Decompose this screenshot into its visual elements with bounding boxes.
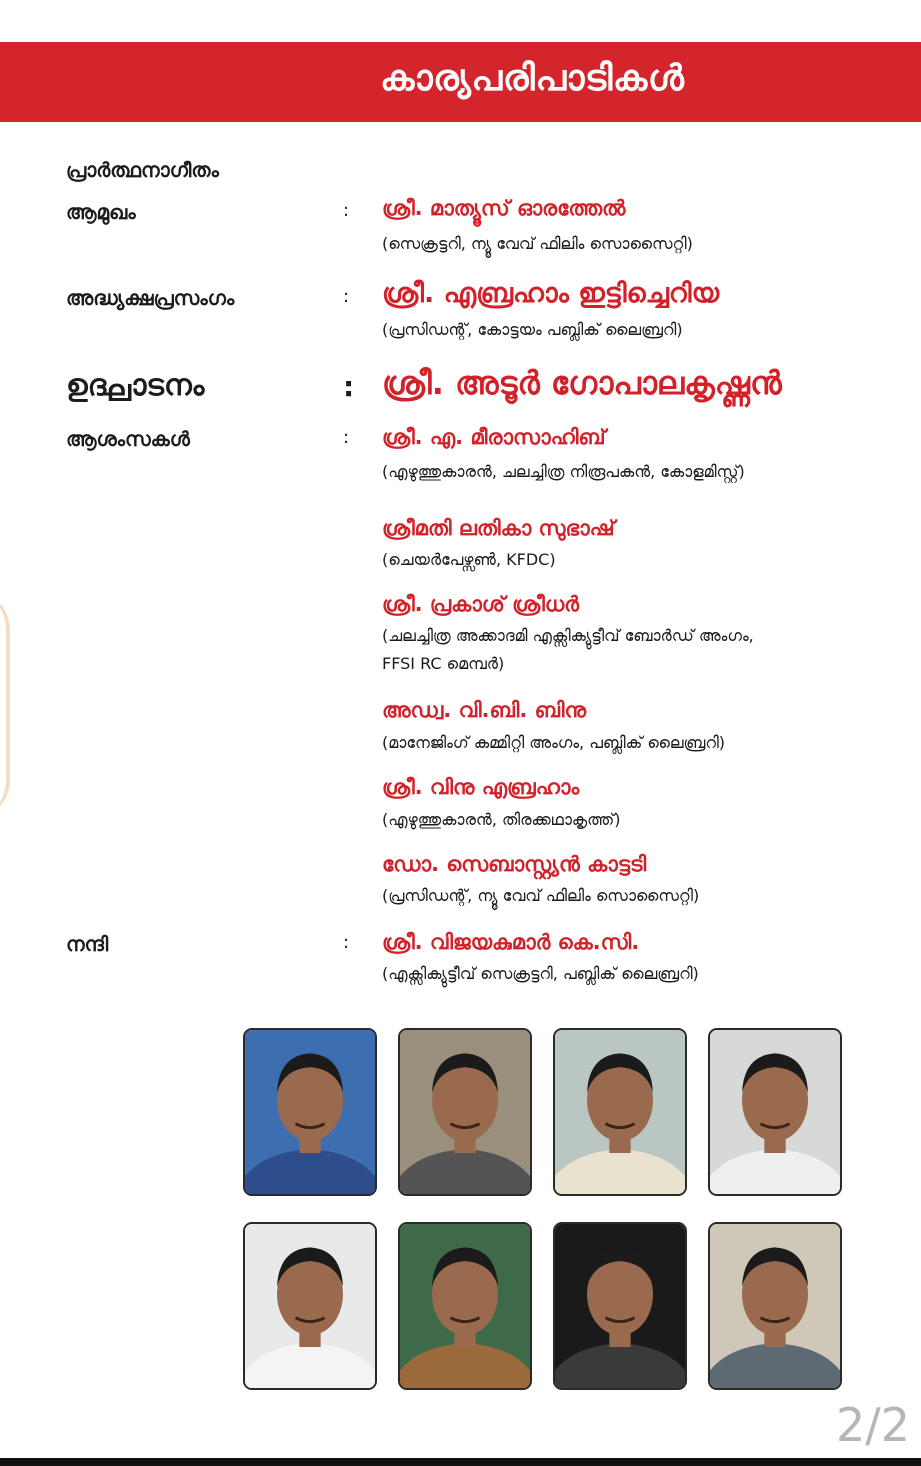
speaker-photo-8 [708, 1222, 842, 1390]
portrait-illustration [400, 1030, 530, 1194]
desc-speaker-5: (എഴുത്തുകാരൻ, തിരക്കഥാകൃത്ത്) [382, 810, 621, 829]
colon-felicitations: : [343, 427, 350, 448]
desc-speaker-3-line-2: FFSI RC മെമ്പർ) [382, 654, 505, 673]
label-thanks: നന്ദി [66, 932, 109, 956]
desc-presidential: (പ്രസിഡന്റ്, കോട്ടയം പബ്ലിക് ലൈബ്രറി) [382, 320, 683, 339]
bottom-bar [0, 1458, 921, 1466]
label-prayer: പ്രാർത്ഥനാഗീതം [66, 158, 219, 182]
speaker-photo-3 [553, 1028, 687, 1196]
desc-speaker-3: (ചലച്ചിത്ര അക്കാദമി എക്സിക്യുട്ടീവ് ബോർഡ് അംഗം, [382, 626, 754, 645]
page-indicator: 2/2 [836, 1398, 911, 1452]
page-title: കാര്യപരിപാടികൾ [380, 58, 685, 99]
desc-intro: (സെക്രട്ടറി, ന്യൂ വേവ് ഫിലിം സൊസൈറ്റി) [382, 234, 693, 253]
portrait-illustration [555, 1224, 685, 1388]
speaker-photo-7 [553, 1222, 687, 1390]
name-speaker-3: ശ്രീ. പ്രകാശ് ശ്രീധർ [382, 592, 579, 616]
name-speaker-1: ശ്രീ. എ. മീരാസാഹിബ് [382, 425, 606, 449]
speaker-photo-2 [398, 1028, 532, 1196]
name-speaker-6: ഡോ. സെബാസ്റ്റ്യൻ കാട്ടടി [382, 852, 647, 876]
speaker-photo-6 [398, 1222, 532, 1390]
name-thanks: ശ്രീ. വിജയകുമാർ കെ.സി. [382, 930, 640, 954]
name-presidential: ശ്രീ. എബ്രഹാം ഇട്ടിച്ചെറിയ [382, 278, 720, 309]
speaker-photo-1 [243, 1028, 377, 1196]
label-inauguration: ഉദ്ഘാടനം [66, 368, 205, 403]
name-intro: ശ്രീ. മാത്യൂസ് ഓരത്തേൽ [382, 196, 626, 220]
colon-intro: : [343, 200, 350, 221]
colon-presidential: : [343, 286, 350, 307]
label-intro: ആമുഖം [66, 200, 136, 224]
desc-speaker-6: (പ്രസിഡന്റ്, ന്യൂ വേവ് ഫിലിം സൊസൈറ്റി) [382, 886, 700, 905]
portrait-illustration [245, 1224, 375, 1388]
portrait-illustration [245, 1030, 375, 1194]
name-speaker-5: ശ്രീ. വിനു എബ്രഹാം [382, 775, 580, 799]
label-felicitations: ആശംസകൾ [66, 427, 190, 451]
portrait-illustration [710, 1030, 840, 1194]
name-speaker-4: അഡ്വ. വി.ബി. ബിനു [382, 698, 587, 722]
label-presidential: അദ്ധ്യക്ഷപ്രസംഗം [66, 286, 235, 310]
desc-speaker-1: (എഴുത്തുകാരൻ, ചലച്ചിത്ര നിരൂപകൻ, കോളമിസ്റ്റ്) [382, 462, 745, 481]
name-inauguration: ശ്രീ. അടൂർ ഗോപാലകൃഷ്ണൻ [382, 364, 782, 402]
colon-thanks: : [343, 932, 350, 953]
desc-speaker-4: (മാനേജിംഗ് കമ്മിറ്റി അംഗം, പബ്ലിക് ലൈബ്രറി) [382, 733, 726, 752]
desc-speaker-2: (ചെയർപേഴ്സൺ, KFDC) [382, 550, 556, 569]
portrait-illustration [710, 1224, 840, 1388]
portrait-illustration [555, 1030, 685, 1194]
desc-thanks: (എക്സിക്യുട്ടീവ് സെക്രട്ടറി, പബ്ലിക് ലൈബ്രറി) [382, 964, 699, 983]
decorative-arc [0, 590, 10, 820]
speaker-photo-4 [708, 1028, 842, 1196]
portrait-illustration [400, 1224, 530, 1388]
name-speaker-2: ശ്രീമതി ലതികാ സുഭാഷ് [382, 516, 615, 540]
speaker-photo-5 [243, 1222, 377, 1390]
colon-inauguration: : [343, 370, 355, 403]
